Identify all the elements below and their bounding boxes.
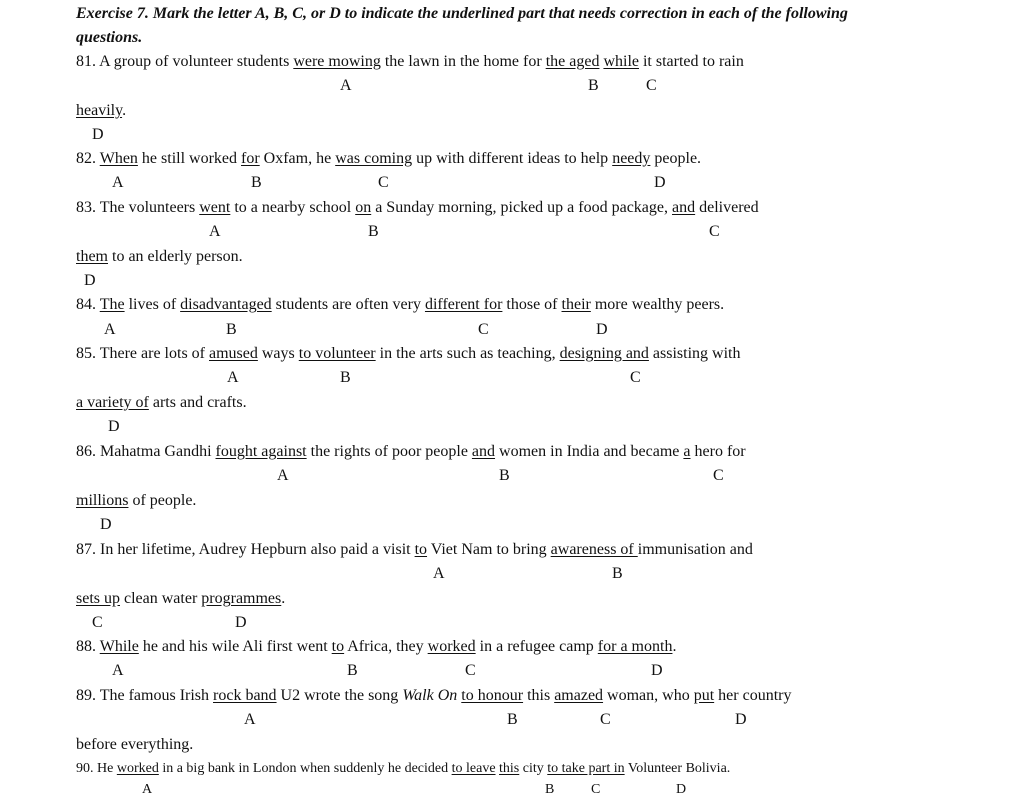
question-83: 83. The volunteers went to a nearby school on a Sunday morning, picked up a food package, and delivered — [76, 199, 759, 216]
option-label-a: A — [112, 174, 124, 191]
question-89-continuation: before everything. — [76, 736, 194, 753]
option-label-d: D — [676, 782, 687, 797]
option-label-a: A — [209, 223, 221, 240]
option-label-a: A — [104, 321, 116, 338]
option-label-b: B — [226, 321, 237, 338]
option-label-d: D — [654, 174, 666, 191]
option-label-a: A — [112, 662, 124, 679]
question-81-continuation: heavily. — [76, 102, 127, 119]
question-87: 87. In her lifetime, Audrey Hepburn also paid a visit to Viet Nam to bring awareness of immunisation and — [76, 541, 753, 558]
option-label-c: C — [709, 223, 720, 240]
question-82: 82. When he still worked for Oxfam, he was coming up with different ideas to help needy people. — [76, 150, 702, 167]
option-label-c: C — [646, 77, 657, 94]
option-label-c: C — [92, 614, 103, 631]
question-88: 88. While he and his wile Ali first went to Africa, they worked in a refugee camp for a month. — [76, 638, 677, 655]
option-label-b: B — [499, 467, 510, 484]
option-label-b: B — [507, 711, 518, 728]
option-label-a: A — [433, 565, 445, 582]
option-label-a: A — [244, 711, 256, 728]
option-label-a: A — [340, 77, 352, 94]
option-label-b: B — [340, 369, 351, 386]
question-85-continuation: a variety of arts and crafts. — [76, 394, 247, 411]
question-83-continuation: them to an elderly person. — [76, 248, 243, 265]
option-label-b: B — [368, 223, 379, 240]
option-label-c: C — [600, 711, 611, 728]
option-label-d: D — [92, 126, 104, 143]
exercise-title-line-1: Exercise 7. Mark the letter A, B, C, or D to indicate the underlined part that needs correction in each of the following — [76, 5, 848, 22]
option-label-d: D — [84, 272, 96, 289]
question-89: 89. The famous Irish rock band U2 wrote the song Walk On to honour this amazed woman, who put her country — [76, 687, 792, 704]
question-85: 85. There are lots of amused ways to volunteer in the arts such as teaching, designing and assisting with — [76, 345, 741, 362]
option-label-b: B — [347, 662, 358, 679]
option-label-c: C — [630, 369, 641, 386]
question-87-continuation: sets up clean water programmes. — [76, 590, 286, 607]
option-label-c: C — [713, 467, 724, 484]
option-label-a: A — [277, 467, 289, 484]
option-label-d: D — [235, 614, 247, 631]
option-label-d: D — [735, 711, 747, 728]
option-label-c: C — [465, 662, 476, 679]
option-label-c: C — [478, 321, 489, 338]
option-label-a: A — [227, 369, 239, 386]
option-label-b: B — [545, 782, 555, 797]
option-label-c: C — [378, 174, 389, 191]
option-label-d: D — [108, 418, 120, 435]
option-label-d: D — [596, 321, 608, 338]
question-81: 81. A group of volunteer students were mowing the lawn in the home for the aged while it started to rain — [76, 53, 744, 70]
option-label-d: D — [651, 662, 663, 679]
question-86-continuation: millions of people. — [76, 492, 197, 509]
question-86: 86. Mahatma Gandhi fought against the rights of poor people and women in India and became a hero for — [76, 443, 746, 460]
option-label-b: B — [588, 77, 599, 94]
question-84: 84. The lives of disadvantaged students are often very different for those of their more wealthy peers. — [76, 296, 725, 313]
option-label-a: A — [142, 782, 153, 797]
option-label-d: D — [100, 516, 112, 533]
exercise-title-line-2: questions. — [76, 29, 143, 46]
question-90: 90. He worked in a big bank in London when suddenly he decided to leave this city to take part in Volunteer Bolivia. — [76, 761, 731, 776]
option-label-b: B — [612, 565, 623, 582]
option-label-b: B — [251, 174, 262, 191]
option-label-c: C — [591, 782, 601, 797]
